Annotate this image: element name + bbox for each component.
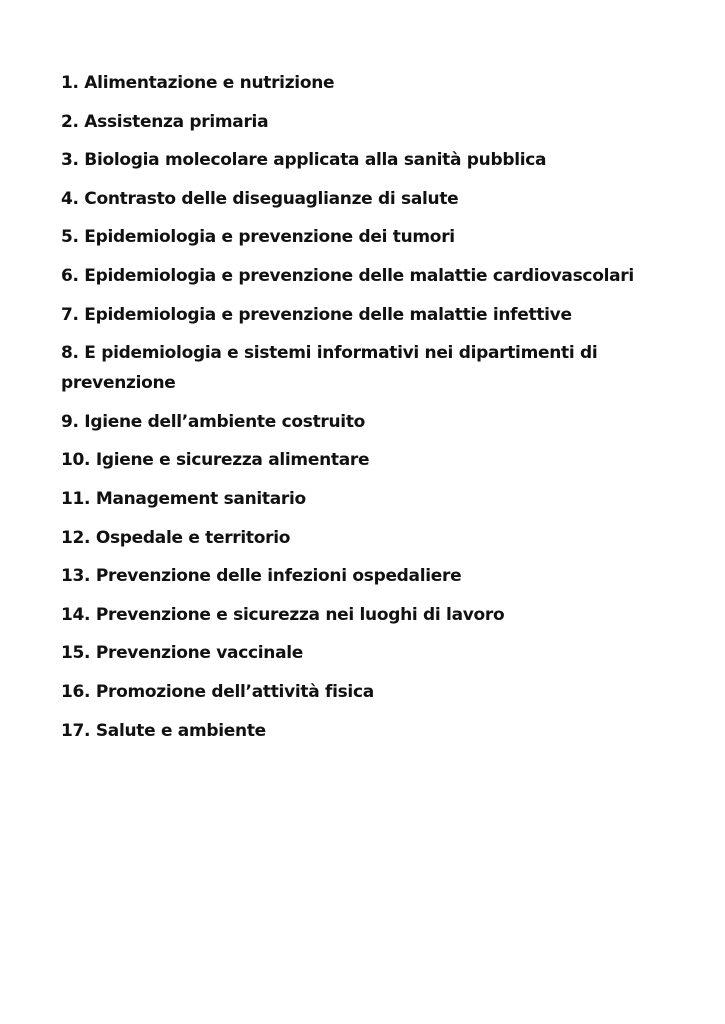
list-item: 5. Epidemiologia e prevenzione dei tumori [61, 227, 455, 248]
list-item: 3. Biologia molecolare applicata alla sanità pubblica [61, 150, 547, 171]
list-item: 16. Promozione dell’attività fisica [61, 681, 374, 702]
list-item: 2. Assistenza primaria [61, 111, 269, 132]
list-item: 10. Igiene e sicurezza alimentare [61, 450, 370, 471]
list-item: 12. Ospedale e territorio [61, 527, 291, 548]
list-item: 9. Igiene dell’ambiente costruito [61, 411, 366, 432]
list-item: 17. Salute e ambiente [61, 720, 266, 741]
list-item: 8. E pidemiologia e sistemi informativi nei dipartimenti di prevenzione [61, 343, 598, 394]
list-item: 1. Alimentazione e nutrizione [61, 73, 335, 93]
topic-list [61, 68, 671, 754]
list-item: 4. Contrasto delle diseguaglianze di salute [61, 188, 459, 209]
list-item: 13. Prevenzione delle infezioni ospedaliere [61, 566, 462, 587]
list-item: 15. Prevenzione vaccinale [61, 643, 304, 664]
list-item: 6. Epidemiologia e prevenzione delle malattie cardiovascolari [61, 265, 634, 286]
list-item: 14. Prevenzione e sicurezza nei luoghi di lavoro [61, 604, 505, 625]
list-item: 11. Management sanitario [61, 488, 306, 509]
list-item: 7. Epidemiologia e prevenzione delle malattie infettive [61, 304, 572, 325]
